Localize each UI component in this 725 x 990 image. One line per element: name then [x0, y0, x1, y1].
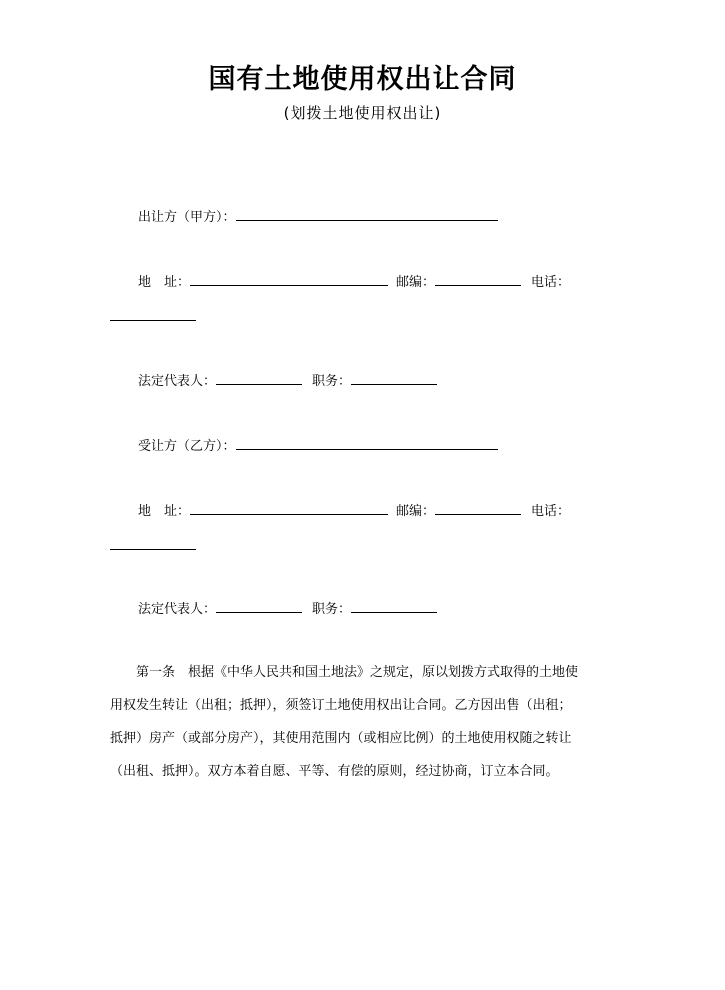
- grantor-party-blank[interactable]: [236, 208, 498, 221]
- grantee-postcode-label: 邮编：: [396, 504, 436, 519]
- grantor-rep-blank[interactable]: [216, 372, 302, 385]
- grantor-rep-row: [138, 372, 437, 391]
- article-1-line: 抵押）房产（或部分房产），其使用范围内（或相应比例）的土地使用权随之转让: [110, 731, 572, 746]
- grantee-party-label: 受让方（乙方）：: [138, 439, 236, 454]
- grantor-phone-row: [110, 308, 196, 327]
- article-1-line: 第一条 根据《中华人民共和国土地法》之规定，原以划拨方式取得的土地使: [110, 665, 579, 680]
- grantee-position-blank[interactable]: [351, 600, 437, 613]
- grantor-position-blank[interactable]: [351, 372, 437, 385]
- grantor-postcode-blank[interactable]: [435, 273, 521, 286]
- grantee-phone-row: [110, 537, 196, 556]
- document-subtitle: (划拨土地使用权出让): [283, 104, 442, 122]
- grantee-position-label: 职务：: [312, 602, 352, 617]
- grantor-phone-blank[interactable]: [110, 308, 196, 321]
- grantee-rep-row: [138, 600, 437, 619]
- grantee-address-blank[interactable]: [190, 502, 388, 515]
- grantee-phone-label: 电话：: [531, 504, 571, 519]
- grantor-position-label: 职务：: [312, 374, 352, 389]
- grantor-address-row: [138, 273, 570, 292]
- grantee-rep-label: 法定代表人：: [138, 602, 217, 617]
- article-1-line: 用权发生转让（出租；抵押），须签订土地使用权出让合同。乙方因出售（出租；: [110, 698, 572, 713]
- grantee-address-row: [138, 502, 570, 521]
- grantor-party-row: [138, 208, 498, 227]
- grantee-address-label: 地 址：: [138, 504, 191, 519]
- grantor-address-label: 地 址：: [138, 275, 191, 290]
- document-title: 国有土地使用权出让合同: [208, 64, 517, 95]
- grantee-party-blank[interactable]: [236, 437, 498, 450]
- grantee-rep-blank[interactable]: [216, 600, 302, 613]
- grantee-phone-blank[interactable]: [110, 537, 196, 550]
- grantor-address-blank[interactable]: [190, 273, 388, 286]
- grantor-postcode-label: 邮编：: [396, 275, 436, 290]
- article-1-line: （出租、抵押）。双方本着自愿、平等、有偿的原则，经过协商，订立本合同。: [110, 764, 559, 779]
- grantor-phone-label: 电话：: [531, 275, 571, 290]
- grantor-party-label: 出让方（甲方）：: [138, 210, 236, 225]
- grantee-party-row: [138, 437, 498, 456]
- grantor-rep-label: 法定代表人：: [138, 374, 217, 389]
- grantee-postcode-blank[interactable]: [435, 502, 521, 515]
- article-1-paragraph: [110, 664, 630, 784]
